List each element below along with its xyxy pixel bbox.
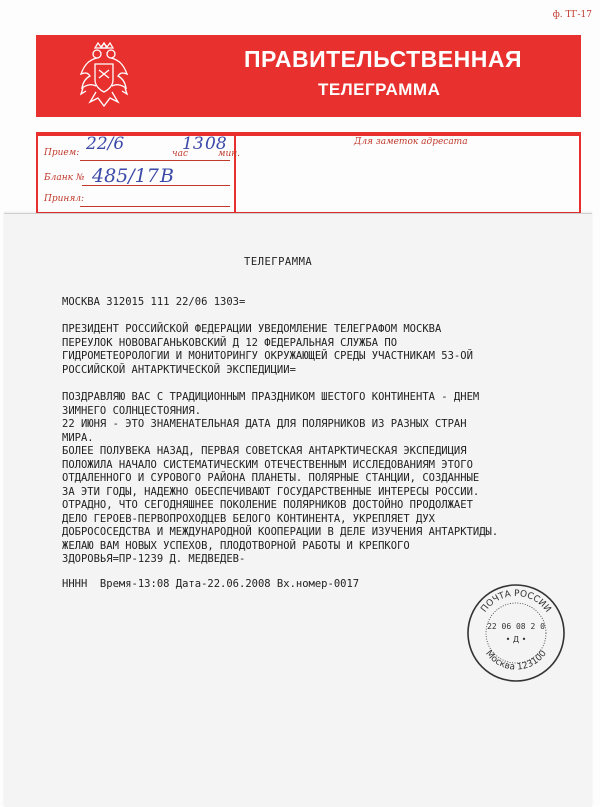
blank-label: Бланк № xyxy=(44,173,85,183)
telegram-footer: НННН Время-13:08 Дата-22.06.2008 Вх.номер-0017 xyxy=(62,578,360,590)
received-date-handwritten: 22/6 xyxy=(86,134,125,154)
hour-label: час xyxy=(172,149,189,159)
accepted-underline xyxy=(80,206,230,207)
telegram-address: ПРЕЗИДЕНТ РОССИЙСКОЙ ФЕДЕРАЦИИ УВЕДОМЛЕНИЕ ТЕЛЕГРАФОМ МОСКВА ПЕРЕУЛОК НОВОВАГАНЬКОВСКИЙ Д 12 ФЕДЕРАЛЬНАЯ СЛУЖБА ПО ГИДРОМЕТЕОРОЛОГИИ И МОНИТОРИНГУ ОКРУЖАЮЩЕЙ СРЕДЫ УЧАСТНИКАМ 53-ОЙ РОССИЙСКОЙ АНТАРКТИЧЕСКОЙ ЭКСПЕДИЦИИ= xyxy=(62,323,473,376)
received-underline xyxy=(80,160,230,161)
blank-number-handwritten: 485/17 xyxy=(92,165,159,187)
postmark-stamp xyxy=(465,582,567,684)
stamp-mark-text: • Д • xyxy=(505,635,527,644)
received-label: Прием: xyxy=(44,148,80,158)
stamp-top-text: ПОЧТА РОССИИ xyxy=(479,588,553,615)
telegram-route: МОСКВА 312015 111 22/06 1303= xyxy=(62,296,246,308)
telegram-body: ПОЗДРАВЛЯЮ ВАС С ТРАДИЦИОННЫМ ПРАЗДНИКОМ ШЕСТОГО КОНТИНЕНТА - ДНЕМ ЗИМНЕГО СОЛНЦЕСТОЯНИЯ. 22 ИЮНЯ - ЭТО ЗНАМЕНАТЕЛЬНАЯ ДАТА ДЛЯ ПОЛЯРНИКОВ ИЗ РАЗНЫХ СТРАН МИРА. БОЛЕЕ ПОЛУВЕКА НАЗАД, ПЕРВАЯ СОВЕТСКАЯ АНТАРКТИЧЕСКАЯ ЭКСПЕДИЦИЯ ПОЛОЖИЛА НАЧАЛО СИСТЕМАТИЧЕСКИМ ОТЕЧЕСТВЕННЫМ ИССЛЕДОВАНИЯМ ЭТОГО ОТДАЛЕННОГО И СУРОВОГО РАЙОНА ПЛАНЕТЫ. ПОЛЯРНЫЕ СТАНЦИИ, СОЗДАННЫЕ ЗА ЭТИ ГОДЫ, НАДЕЖНО ОБЕСПЕЧИВАЮТ ГОСУДАРСТВЕННЫЕ ИНТЕРЕСЫ РОССИИ. ОТРАДНО, ЧТО СЕГОДНЯШНЕЕ ПОКОЛЕНИЕ ПОЛЯРНИКОВ ДОСТОЙНО ПРОДОЛЖАЕТ ДЕЛО ГЕРОЕВ-ПЕРВОПРОХОДЦЕВ БЕЛОГО КОНТИНЕНТА, УКРЕПЛЯЕТ ДУХ ДОБРОСОСЕДСТВА И МЕЖДУНАРОДНОЙ КООПЕРАЦИИ В ДЕЛЕ ИЗУЧЕНИЯ АНТАРКТИДЫ. ЖЕЛАЮ ВАМ НОВЫХ УСПЕХОВ, ПЛОДОТВОРНОЙ РАБОТЫ И КРЕПКОГО ЗДОРОВЬЯ=ПР-1239 Д. МЕДВЕДЕВ- xyxy=(62,391,499,565)
notes-label: Для заметок адресата xyxy=(354,137,468,147)
stamp-date-text: 22 06 08 2 0 xyxy=(487,622,545,631)
blank-initials-handwritten: В xyxy=(160,165,174,187)
banner-title: ПРАВИТЕЛЬСТВЕННАЯ xyxy=(244,46,522,72)
received-min-handwritten: 08 xyxy=(205,134,227,154)
telegram-heading: ТЕЛЕГРАММА xyxy=(244,256,313,268)
accepted-label: Принял: xyxy=(44,194,85,204)
received-hour-handwritten: 13 xyxy=(182,134,204,154)
coat-of-arms-icon xyxy=(78,40,130,112)
stamp-bottom-text: Москва 123100 xyxy=(483,648,549,673)
form-divider xyxy=(234,134,236,212)
min-label: мин. xyxy=(218,149,241,159)
banner-subtitle: ТЕЛЕГРАММА xyxy=(318,80,441,99)
form-number: ф. ТГ-17 xyxy=(552,10,592,20)
